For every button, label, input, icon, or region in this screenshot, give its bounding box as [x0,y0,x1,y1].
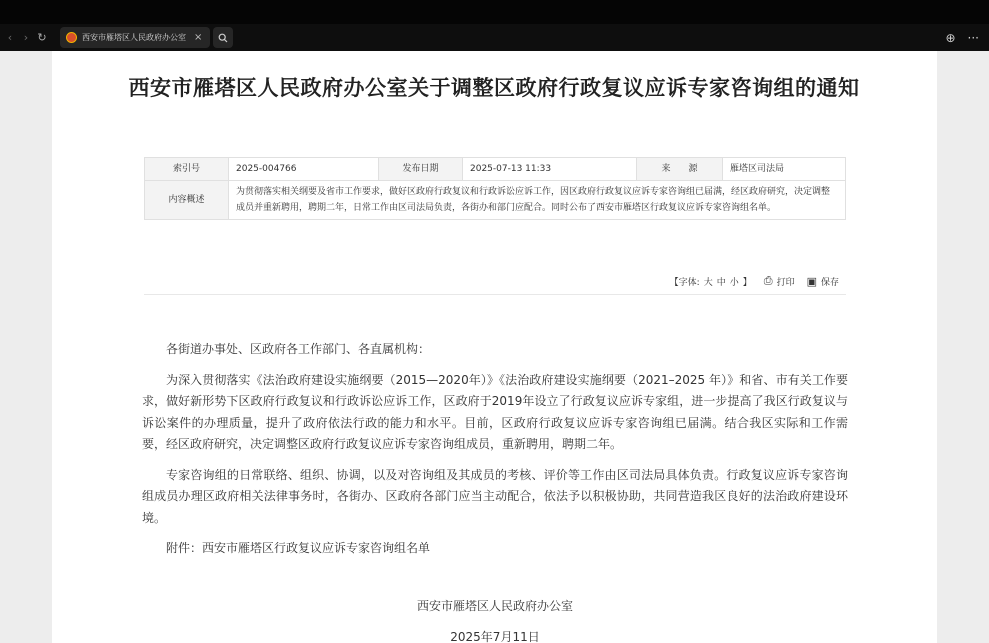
font-size-prefix: 【字体: [669,277,700,288]
signature-date: 2025年7月11日 [450,630,540,643]
metadata-table [144,157,846,220]
signature-org: 西安市雁塔区人民政府办公室 [416,599,573,613]
page-title: 西安市雁塔区人民政府办公室关于调整区政府行政复议应诉专家咨询组的通知 [128,76,860,100]
nav-controls [2,24,50,51]
font-medium-button[interactable]: 中 [716,277,726,288]
font-size-suffix: 】 [742,277,752,288]
search-icon [218,33,228,43]
tab-title: 西安市雁塔区人民政府办公室 [82,33,186,42]
gov-emblem-icon [66,32,77,43]
tab-search-button[interactable] [213,27,233,48]
browser-tab-bar [0,24,989,51]
source-label: 来 源 [637,158,723,181]
paragraph-2: 专家咨询组的日常联络、组织、协调，以及对咨询组及其成员的考核、评价等工作由区司法局具体负责。行政复议应诉专家咨询组成员办理区政府相关法律事务时，各街办、区政府各部门应当主动配合，依法予以积极协助，共同营造我区良好的法治政府建设环境。 [142,467,848,525]
attachment-link[interactable]: 附件：西安市雁塔区行政复议应诉专家咨询组名单 [166,541,431,555]
index-value: 2025-004766 [229,158,379,181]
date-value: 2025-07-13 11:33 [463,158,637,181]
font-large-button[interactable]: 大 [703,277,713,288]
browser-tab[interactable] [60,27,210,48]
save-icon[interactable]: ▣ [806,274,817,288]
salutation: 各街道办事处、区政府各工作部门、各直属机构： [166,342,431,356]
close-icon[interactable]: × [194,32,203,43]
more-menu-icon[interactable]: ··· [967,30,979,45]
article-tools [670,274,839,288]
index-label: 索引号 [145,158,229,181]
summary-value: 为贯彻落实相关纲要及省市工作要求，做好区政府行政复议和行政诉讼应诉工作，因区政府行政复议应诉专家咨询组已届满，经区政府研究，决定调整成员并重新聘用，聘期二年，日常工作由区司法局负责，各街办和部门应配合。同时公布了西安市雁塔区行政复议应诉专家咨询组名单。 [229,181,846,220]
window-top-bar [0,0,989,24]
print-icon[interactable]: ⎙ [763,274,773,287]
article-page [52,51,937,643]
save-button[interactable]: 保存 [820,277,839,288]
source-value: 雁塔区司法局 [723,158,846,181]
date-label: 发布日期 [379,158,463,181]
back-icon[interactable]: ‹ [7,31,13,44]
forward-icon[interactable]: › [23,31,29,44]
divider [144,294,846,295]
print-button[interactable]: 打印 [776,277,795,288]
globe-icon[interactable]: ⊕ [945,30,956,45]
summary-label: 内容概述 [145,181,229,220]
font-small-button[interactable]: 小 [729,277,739,288]
paragraph-1: 为深入贯彻落实《法治政府建设实施纲要（2015—2020年）》《法治政府建设实施纲要（2021–2025 年）》和省、市有关工作要求，做好新形势下区政府行政复议和行政诉讼应诉工作，区政府于2019年设立了行政复议应诉专家组，进一步提高了我区行政复议与诉讼案件的办理质量，提升了政府依法行政的能力和水平。目前，区政府行政复议应诉专家咨询组已届满。结合我区实际和工作需要，经区政府研究，决定调整区政府行政复议应诉专家咨询组成员，重新聘用，聘期二年。 [142,372,848,451]
reload-icon[interactable]: ↻ [37,31,47,44]
article-body [142,339,848,569]
